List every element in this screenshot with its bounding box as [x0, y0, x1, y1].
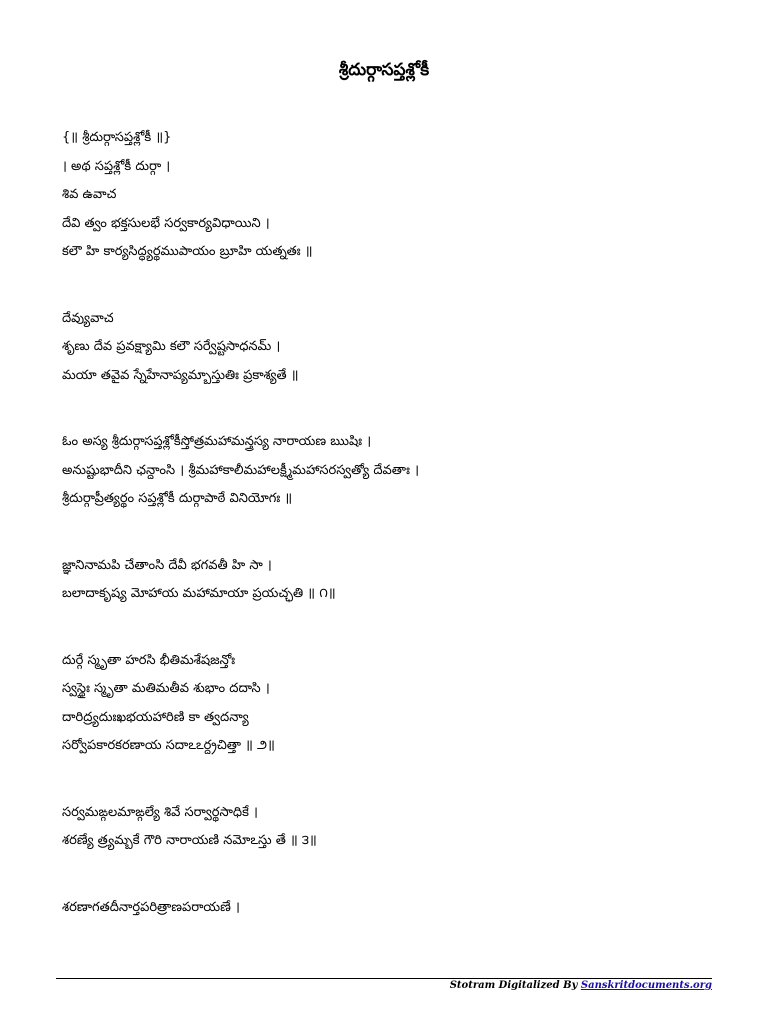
verse-line: శృణు దేవ ప్రవక్ష్యామి కలౌ సర్వేష్టసాధనమ్ ।	[62, 339, 281, 354]
verse-line: । అథ సప్తశ్లోకీ దుర్గా ।	[62, 158, 171, 174]
verse-line: దుర్గే స్మృతా హరసి భీతిమశేషజన్తోః	[62, 652, 236, 668]
verse-line: శరణాగతదీనార్తపరిత్రాణపరాయణే ।	[62, 899, 240, 915]
verse-line: జ్ఞానినామపి చేతాంసి దేవీ భగవతీ హి సా ।	[62, 557, 272, 573]
verse-line: ఓం అస్య శ్రీదుర్గాసప్తశ్లోకీస్తోత్రమహామన్త్రస్య నారాయణ ఋషిః ।	[62, 434, 372, 449]
footer-credit	[450, 980, 712, 991]
footer-prefix: Stotram Digitalized By	[449, 980, 581, 991]
stanza-gap	[62, 856, 722, 894]
stanza-viniyoga	[62, 428, 722, 514]
stanza-verse-3	[62, 799, 722, 856]
verse-line: శరణ్యే త్ర్యమ్బకే గౌరి నారాయణి నమోఽస్తు తే ॥ ౩॥	[62, 833, 317, 848]
stanza-gap	[62, 761, 722, 799]
page-title: శ్రీదుర్గాసప్తశ్లోకీ	[338, 60, 430, 80]
sanskritdocuments-link[interactable]: Sanskritdocuments.org	[580, 980, 712, 991]
stanza-gap	[62, 267, 722, 305]
verse-line: దేవి త్వం భక్తసులభే సర్వకార్యవిధాయిని ।	[62, 215, 270, 231]
verse-line: అనుష్టుభాదీని ఛన్దాంసి । శ్రీమహాకాలీమహాలక్ష్మీమహాసరస్వత్యో దేవతాః ।	[62, 462, 420, 478]
footer-divider	[56, 978, 712, 979]
stanza-devi-uvacha	[62, 305, 722, 391]
stotram-text	[62, 124, 722, 922]
stanza-gap	[62, 390, 722, 428]
stanza-verse-1	[62, 552, 722, 609]
verse-line: శ్రీదుర్గాప్రీత్యర్థం సప్తశ్లోకీ దుర్గాపాఠే వినియోగః ॥	[62, 491, 293, 506]
verse-line: {॥ శ్రీదుర్గాసప్తశ్లోకీ ॥}	[62, 130, 172, 145]
stanza-gap	[62, 514, 722, 552]
stanza-verse-2	[62, 647, 722, 761]
verse-line: బలాదాకృష్య మోహాయ మహామాయా ప్రయచ్ఛతి ॥ ౧॥	[62, 586, 336, 601]
verse-line: దారిద్ర్యదుఃఖభయహారిణి కా త్వదన్యా	[62, 709, 249, 725]
stanza-intro	[62, 124, 722, 267]
verse-line: దేవ్యువాచ	[62, 310, 114, 326]
verse-line: స్వస్థైః స్మృతా మతిమతీవ శుభాం దదాసి ।	[62, 681, 270, 696]
verse-line: సర్వోపకారకరణాయ సదాఽఽర్ద్రచిత్తా ॥ ౨॥	[62, 738, 275, 753]
verse-line: సర్వమఙ్గలమాఙ్గల్యే శివే సర్వార్థసాధికే ।	[62, 804, 258, 820]
verse-line: కలౌ హి కార్యసిద్ధ్యర్థముపాయం బ్రూహి యత్నతః ॥	[62, 244, 313, 259]
verse-line: శివ ఉవాచ	[62, 187, 117, 202]
stanza-gap	[62, 609, 722, 647]
verse-line: మయా తవైవ స్నేహేనాప్యమ్బాస్తుతిః ప్రకాశ్యతే ॥	[62, 367, 299, 383]
stanza-verse-4	[62, 894, 722, 923]
